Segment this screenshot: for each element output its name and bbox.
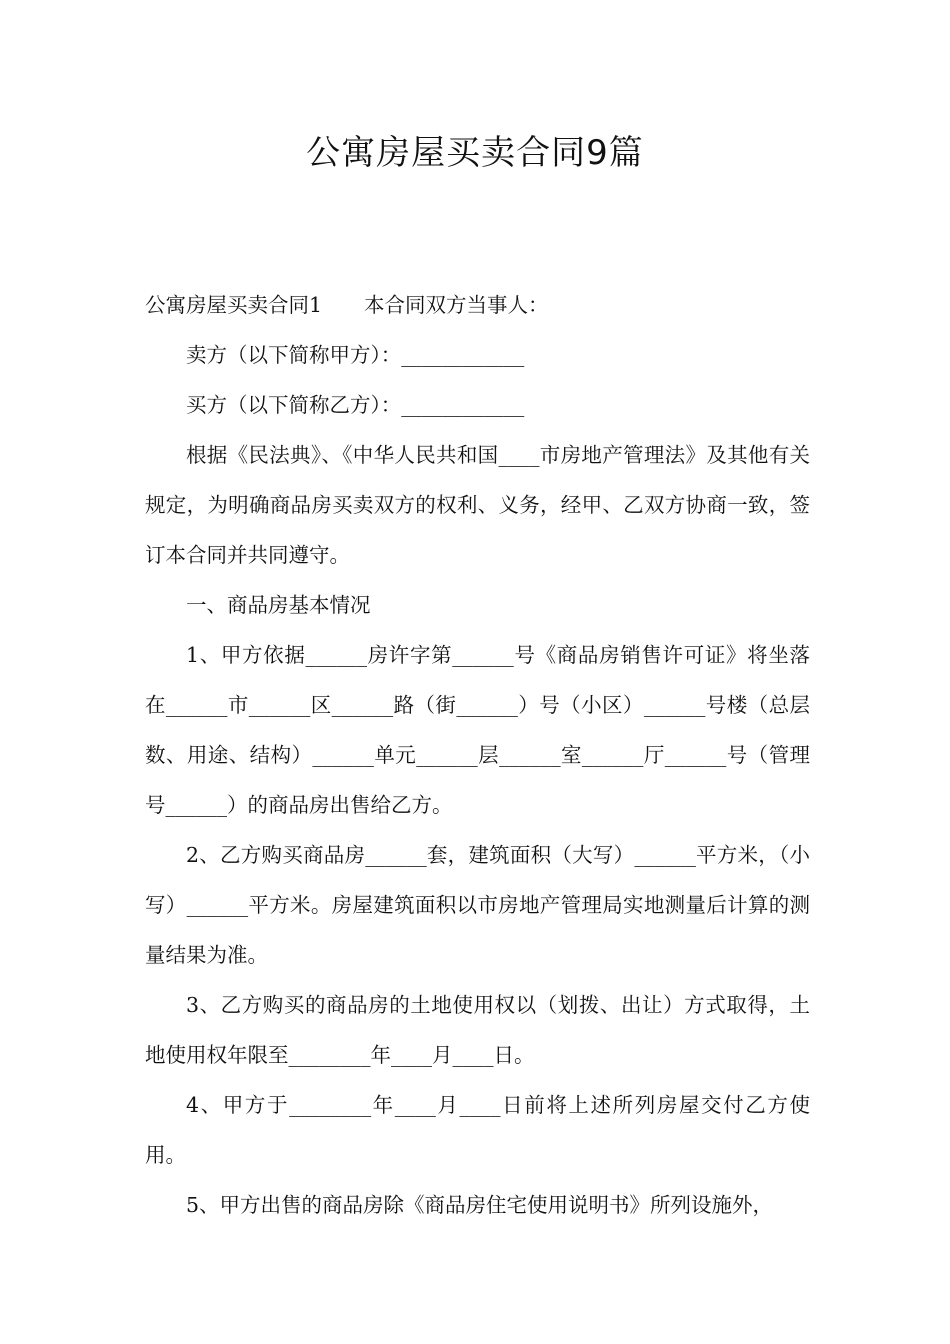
clause-3: 3、乙方购买的商品房的土地使用权以（划拨、出让）方式取得，土地使用权年限至________年____月____日。 [145, 993, 810, 1067]
contract-heading-rest: 本合同双方当事人： [364, 293, 549, 317]
contract-heading-line [145, 280, 810, 330]
clause-5: 5、甲方出售的商品房除《商品房住宅使用说明书》所列设施外， [186, 1193, 774, 1217]
seller-line: 卖方（以下简称甲方）：____________ [186, 343, 525, 367]
document-title: 公寓房屋买卖合同9篇 [306, 133, 644, 173]
document-body [145, 280, 810, 1230]
section-heading: 一、商品房基本情况 [186, 593, 371, 617]
buyer-line: 买方（以下简称乙方）：____________ [186, 393, 525, 417]
clause-1: 1、甲方依据______房许字第______号《商品房销售许可证》将坐落在______市______区______路（街______）号（小区）______号楼（总层数、用途、结构）______单元______层______室______厅______号（管理号______）的商品房出售给乙方。 [145, 643, 810, 817]
clause-2: 2、乙方购买商品房______套，建筑面积（大写）______平方米，（小写）______平方米。房屋建筑面积以市房地产管理局实地测量后计算的测量结果为准。 [145, 843, 810, 967]
contract-heading-label: 公寓房屋买卖合同1 [145, 293, 323, 317]
clause-4: 4、甲方于________年____月____日前将上述所列房屋交付乙方使用。 [145, 1093, 810, 1167]
preamble-paragraph: 根据《民法典》、《中华人民共和国____市房地产管理法》及其他有关规定，为明确商品房买卖双方的权利、义务，经甲、乙双方协商一致，签订本合同并共同遵守。 [145, 443, 810, 567]
